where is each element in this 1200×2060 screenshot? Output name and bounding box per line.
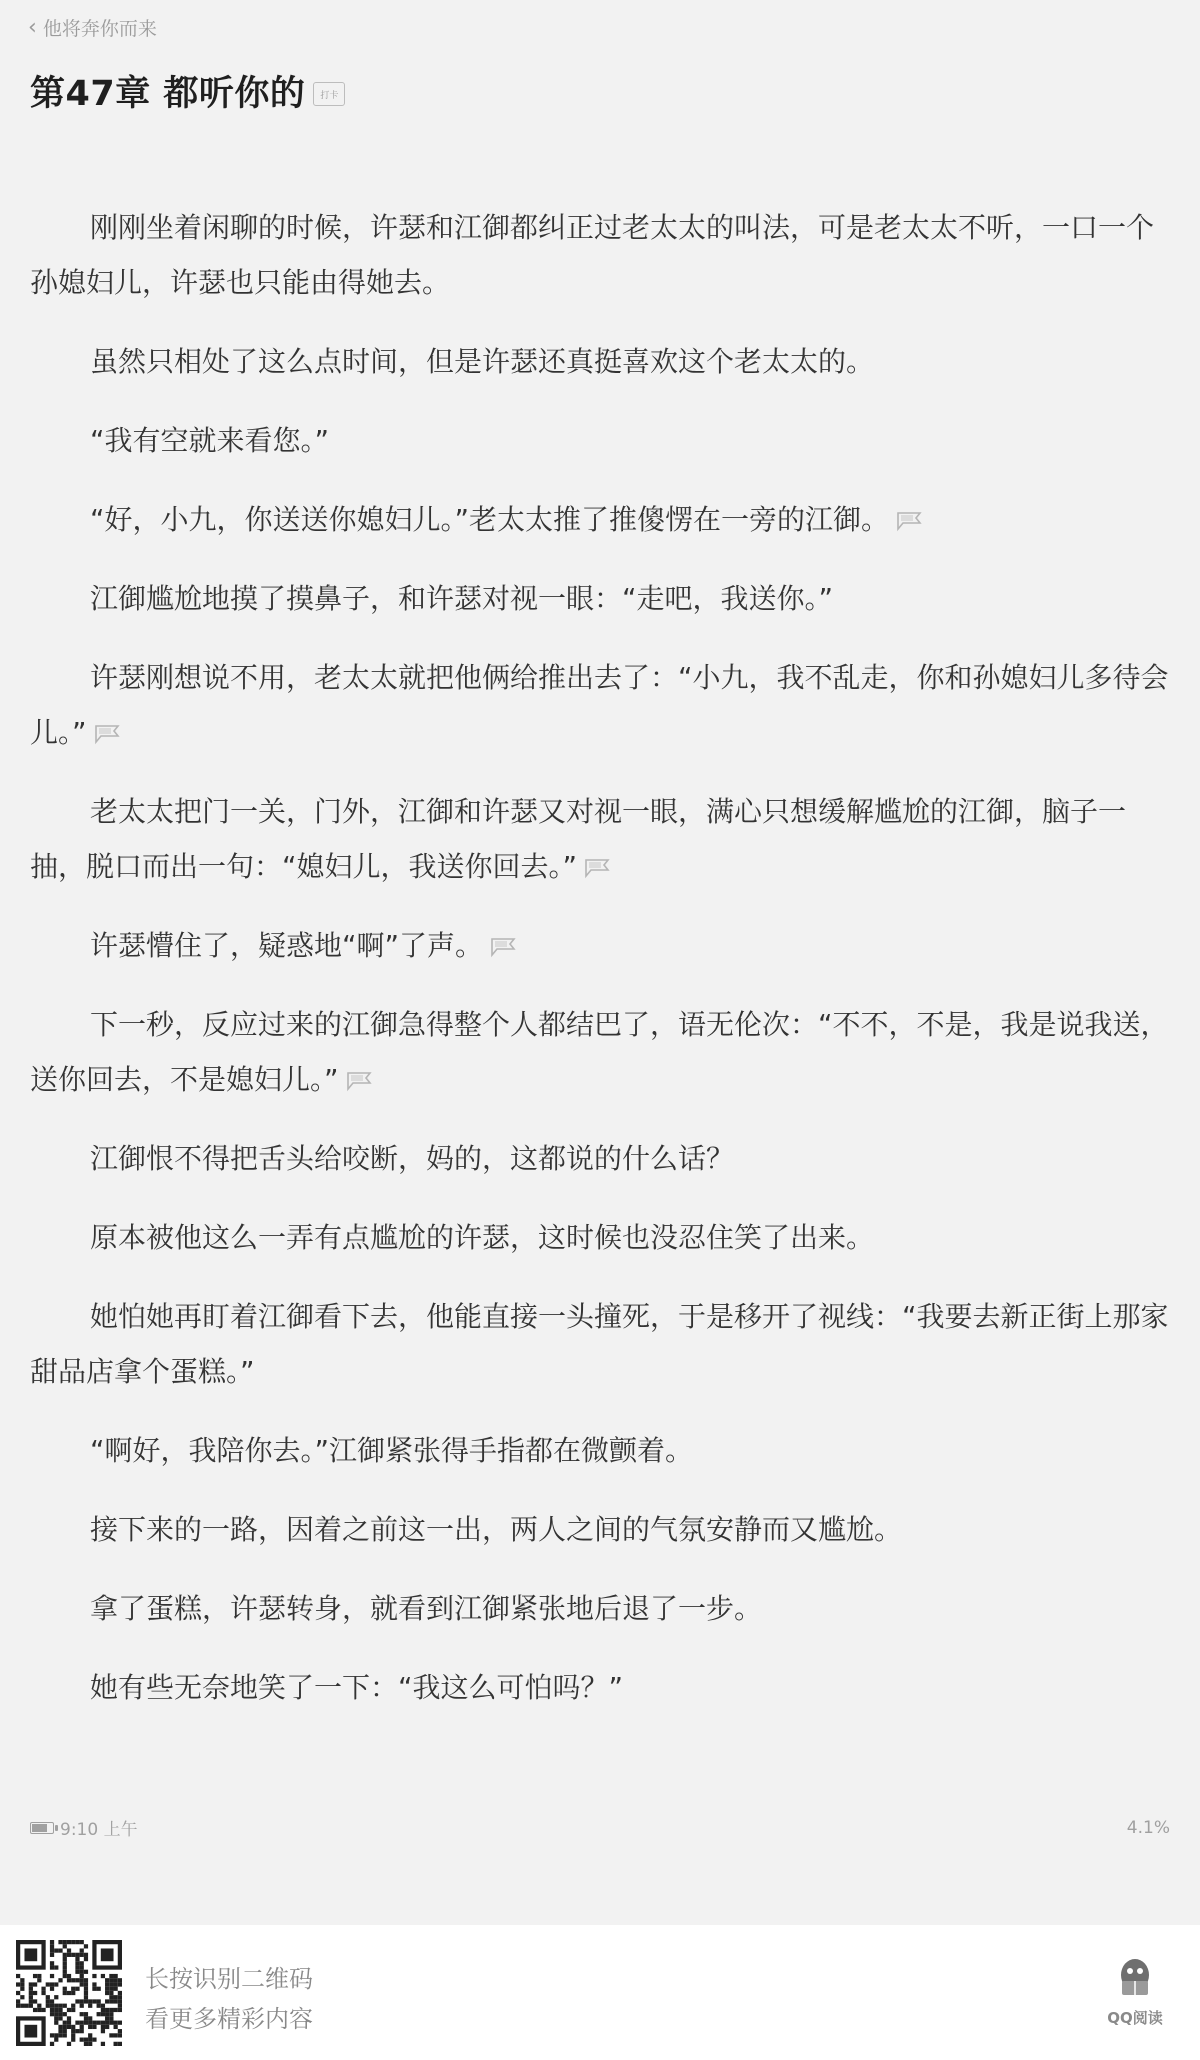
paragraph — [30, 1581, 1170, 1636]
status-bar — [30, 1815, 1170, 1840]
paragraph — [30, 1502, 1170, 1557]
paragraph-text[interactable]: 许瑟刚想说不用，老太太就把他俩给推出去了：“小九，我不乱走，你和孙媳妇儿多待会儿。” — [30, 661, 1169, 749]
paragraph — [30, 918, 1170, 973]
qq-reader-label: QQ阅读 — [1107, 2009, 1163, 2027]
paragraph-text[interactable]: 许瑟懵住了，疑惑地“啊”了声。 — [90, 929, 484, 962]
chapter-title-row — [30, 66, 345, 116]
paragraph-text[interactable]: 拿了蛋糕，许瑟转身，就看到江御紧张地后退了一步。 — [90, 1592, 763, 1625]
paragraph-text[interactable]: 她怕她再盯着江御看下去，他能直接一头撞死，于是移开了视线：“我要去新正街上那家甜品店拿个蛋糕。” — [30, 1300, 1169, 1388]
paragraph-text[interactable]: 江御尴尬地摸了摸鼻子，和许瑟对视一眼：“走吧，我送你。” — [90, 582, 834, 615]
qq-reader-icon — [1112, 1955, 1158, 2001]
reading-progress: 4.1% — [1126, 1817, 1170, 1838]
paragraph-comment-icon[interactable] — [345, 1070, 375, 1092]
paragraph-text[interactable]: “啊好，我陪你去。”江御紧张得手指都在微颤着。 — [90, 1434, 694, 1467]
paragraph — [30, 1289, 1170, 1399]
paragraph — [30, 784, 1170, 894]
paragraph — [30, 571, 1170, 626]
chapter-title: 第47章 都听你的 — [30, 74, 306, 114]
footer-banner — [0, 1925, 1200, 2060]
paragraph-comment-icon[interactable] — [583, 857, 613, 879]
battery-icon — [30, 1822, 54, 1834]
checkin-badge[interactable]: 打卡 — [313, 82, 345, 106]
paragraph — [30, 1210, 1170, 1265]
paragraph — [30, 1660, 1170, 1715]
paragraph — [30, 334, 1170, 389]
paragraph-text[interactable]: “好，小九，你送送你媳妇儿。”老太太推了推傻愣在一旁的江御。 — [90, 503, 890, 536]
paragraph-comment-icon[interactable] — [895, 510, 925, 532]
paragraph — [30, 200, 1170, 310]
paragraph — [30, 1423, 1170, 1478]
paragraph — [30, 997, 1170, 1107]
footer-line-1: 长按识别二维码 — [145, 1965, 313, 1993]
qq-reader-logo — [1100, 1955, 1170, 2028]
paragraph-comment-icon[interactable] — [489, 936, 519, 958]
paragraph — [30, 492, 1170, 547]
paragraph-comment-icon[interactable] — [93, 723, 123, 745]
chapter-content — [30, 200, 1170, 1739]
footer-text — [145, 1959, 313, 2039]
chevron-left-icon: ‹ — [28, 14, 37, 40]
paragraph-text[interactable]: 原本被他这么一弄有点尴尬的许瑟，这时候也没忍住笑了出来。 — [90, 1221, 875, 1254]
paragraph — [30, 650, 1170, 760]
clock-time: 9:10 上午 — [60, 1820, 138, 1840]
paragraph-text[interactable]: 虽然只相处了这么点时间，但是许瑟还真挺喜欢这个老太太的。 — [90, 345, 875, 378]
paragraph-text[interactable]: 接下来的一路，因着之前这一出，两人之间的气氛安静而又尴尬。 — [90, 1513, 903, 1546]
paragraph — [30, 413, 1170, 468]
book-title-label: 他将奔你而来 — [42, 18, 157, 40]
paragraph-text[interactable]: 下一秒，反应过来的江御急得整个人都结巴了，语无伦次：“不不，不是，我是说我送，送你回去，不是媳妇儿。” — [30, 1008, 1169, 1096]
qr-code-image[interactable] — [16, 1940, 122, 2046]
footer-line-2: 看更多精彩内容 — [145, 2005, 313, 2033]
paragraph-text[interactable]: “我有空就来看您。” — [90, 424, 330, 457]
paragraph-text[interactable]: 她有些无奈地笑了一下：“我这么可怕吗？” — [90, 1671, 624, 1704]
paragraph-text[interactable]: 老太太把门一关，门外，江御和许瑟又对视一眼，满心只想缓解尴尬的江御，脑子一抽，脱口而出一句：“媳妇儿，我送你回去。” — [30, 795, 1127, 883]
paragraph-text[interactable]: 刚刚坐着闲聊的时候，许瑟和江御都纠正过老太太的叫法，可是老太太不听，一口一个孙媳妇儿，许瑟也只能由得她去。 — [30, 211, 1155, 299]
paragraph — [30, 1131, 1170, 1186]
back-link[interactable] — [28, 14, 157, 41]
paragraph-text[interactable]: 江御恨不得把舌头给咬断，妈的，这都说的什么话？ — [90, 1142, 735, 1175]
